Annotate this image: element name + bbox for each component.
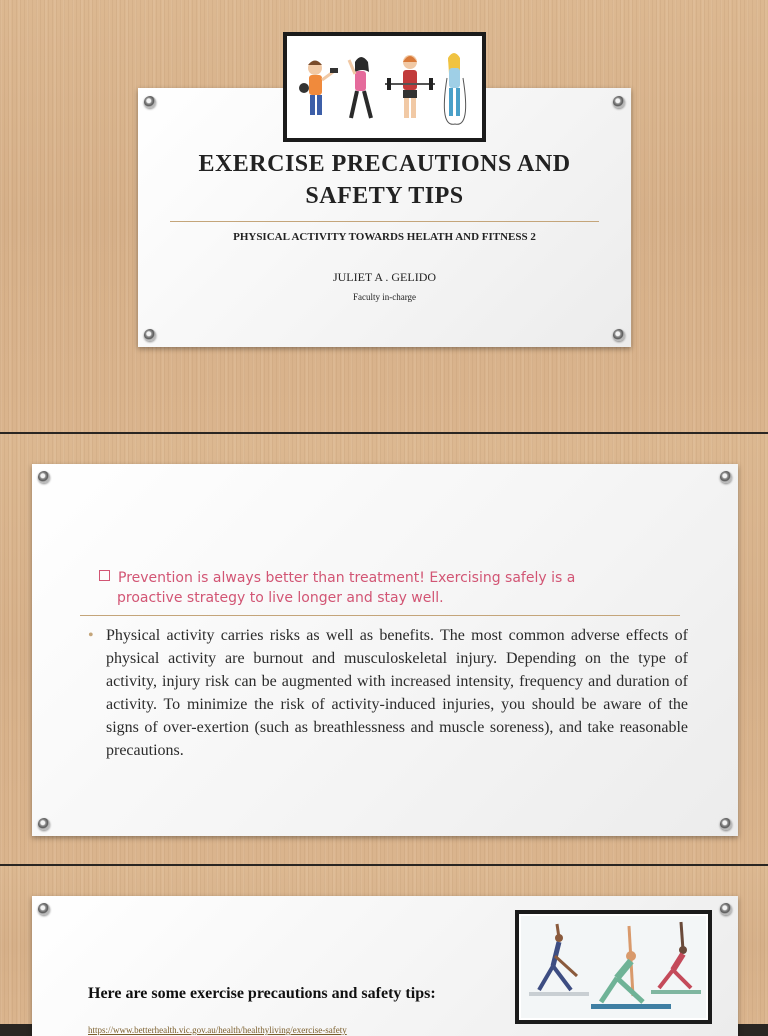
author-role: Faculty in-charge <box>352 292 417 302</box>
divider <box>80 615 680 616</box>
divider <box>170 221 599 222</box>
prevention-callout <box>99 568 659 608</box>
callout-line-1: Prevention is always better than treatment! Exercising safely is a <box>118 570 576 586</box>
pin-icon <box>613 329 625 341</box>
tips-heading: Here are some exercise precautions and safety tips: <box>88 985 436 1002</box>
exercisers-icon <box>289 38 480 136</box>
tips-slide <box>0 866 768 1035</box>
prevention-card <box>32 464 738 836</box>
pin-icon <box>720 903 732 915</box>
pin-icon <box>38 818 50 830</box>
pin-icon <box>720 818 732 830</box>
bullet-icon: • <box>88 627 94 644</box>
callout-line-2: proactive strategy to live longer and stay well. <box>117 590 444 606</box>
pin-icon <box>613 96 625 108</box>
pin-icon <box>144 329 156 341</box>
risk-paragraph-text: Physical activity carries risks as well as benefits. The most common adverse effects of physical activity are burnout and musculoskeletal injury. Depending on the type of activity, injury risk can be augmented with increased intensity, frequency and duration of activity. To minimize the risk of activity-induced injuries, you should be aware of the signs of over-exertion (such as breathlessness and muscle soreness), and take reasonable precautions. <box>106 627 688 759</box>
checkbox-bullet-icon <box>99 570 110 581</box>
title-slide <box>0 0 768 432</box>
pin-icon <box>720 471 732 483</box>
author-name: JULIET A . GELIDO <box>332 270 437 284</box>
risk-paragraph <box>88 624 688 762</box>
pin-icon <box>144 96 156 108</box>
exercisers-illustration <box>283 32 486 142</box>
slide-title <box>138 148 631 212</box>
pin-icon <box>38 471 50 483</box>
yoga-icon <box>521 916 706 1018</box>
title-line-2: SAFETY TIPS <box>305 183 464 209</box>
prevention-slide <box>0 434 768 864</box>
source-link[interactable]: https://www.betterhealth.vic.gov.au/health/healthyliving/exercise-safety <box>88 1025 347 1035</box>
slide-subtitle: PHYSICAL ACTIVITY TOWARDS HELATH AND FITNESS 2 <box>233 231 536 243</box>
title-line-1: EXERCISE PRECAUTIONS AND <box>198 151 571 177</box>
yoga-illustration <box>515 910 712 1024</box>
pin-icon <box>38 903 50 915</box>
